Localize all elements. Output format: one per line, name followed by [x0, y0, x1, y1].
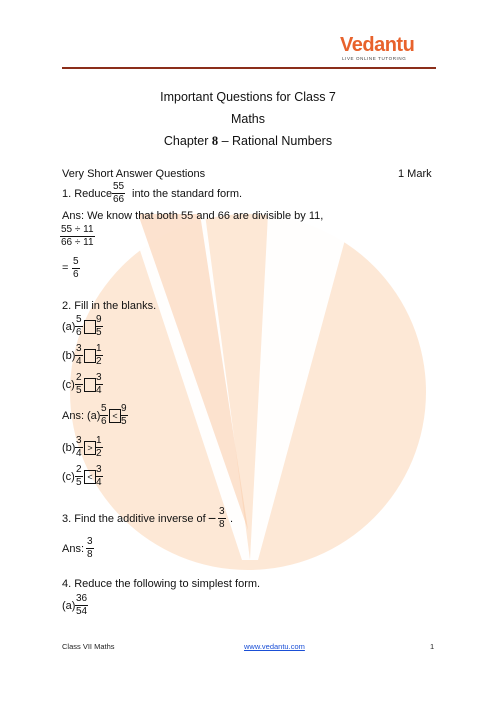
q2-answer-c-sign: < [84, 470, 96, 484]
q2-answer-b-sign: > [84, 441, 96, 455]
q2-item-b-label: (b) [62, 350, 76, 362]
fraction-den: 4 [76, 356, 82, 367]
fraction-num: 9 [96, 314, 102, 325]
q4-item-a-label: (a) [62, 600, 76, 612]
fraction-num: 3 [76, 343, 82, 354]
q4-prompt: 4. Reduce the following to simplest form. [62, 578, 261, 590]
chapter-number: 8 [211, 134, 219, 148]
q1-frac-den: 66 [113, 194, 125, 205]
brand-tagline: LIVE ONLINE TUTORING [342, 56, 407, 61]
fraction-num: 3 [219, 506, 225, 517]
fraction-num: 3 [87, 536, 93, 547]
q4-item-a-fraction [75, 593, 88, 618]
chapter-name: – Rational Numbers [221, 134, 333, 148]
fraction-num: 2 [76, 464, 82, 475]
q2-answer-c-label: (c) [62, 471, 75, 483]
fraction-num: 1 [96, 435, 102, 446]
q2-item-c-right [95, 372, 103, 397]
q1-frac-num: 55 [113, 181, 125, 192]
q1-equals: = [62, 262, 69, 274]
q2-item-c-label: (c) [62, 379, 75, 391]
q2-item-b-right [95, 343, 103, 368]
fraction-num: 3 [96, 464, 102, 475]
q2-answer-a-right [120, 403, 128, 428]
subject-title: Maths [230, 112, 266, 126]
fraction-num: 5 [76, 314, 82, 325]
chapter-prefix: Chapter [163, 134, 209, 148]
q2-answer-a-label: (a) [87, 410, 101, 422]
q2-item-c-left [75, 372, 83, 397]
q3-answer-prefix: Ans: [62, 543, 85, 555]
fraction-num: 3 [76, 435, 82, 446]
fraction-den: 5 [96, 327, 102, 338]
header-rule [62, 67, 436, 69]
q1-step2-den: 6 [73, 269, 79, 280]
q3-minus: − [208, 510, 217, 526]
fraction-num: 3 [96, 372, 102, 383]
fraction-den: 8 [219, 519, 225, 530]
q2-item-b-left [75, 343, 83, 368]
q3-answer-fraction [86, 536, 94, 561]
fraction-den: 5 [76, 385, 82, 396]
q2-prompt: 2. Fill in the blanks. [62, 300, 157, 312]
q2-item-a-left [75, 314, 83, 339]
q1-step1-num: 55 ÷ 11 [61, 224, 94, 235]
section-marks: 1 Mark [398, 168, 432, 180]
fraction-den: 2 [96, 356, 102, 367]
q2-answer-b-left [75, 435, 83, 460]
fraction-den: 5 [121, 416, 127, 427]
vedantu-logo [340, 34, 440, 66]
section-title: Very Short Answer Questions [62, 168, 206, 180]
q2-answer-c-right [95, 464, 103, 489]
fraction-num: 5 [101, 403, 107, 414]
fraction-den: 4 [96, 477, 102, 488]
q1-prefix: 1. Reduce [62, 188, 113, 200]
q3-prompt: 3. Find the additive inverse of [62, 513, 206, 525]
footer-link-wrap [244, 642, 305, 651]
fraction-num: 36 [76, 593, 88, 604]
footer-class: Class VII Maths [62, 642, 115, 651]
q1-step2 [72, 256, 80, 281]
q2-answer-b-right [95, 435, 103, 460]
fraction-den: 8 [87, 549, 93, 560]
q2-item-a-label: (a) [62, 321, 76, 333]
q1-step2-num: 5 [73, 256, 79, 267]
fraction-den: 5 [76, 477, 82, 488]
q3-period: . [230, 513, 234, 525]
q2-answer-b-label: (b) [62, 442, 76, 454]
q1-step1-den: 66 ÷ 11 [61, 237, 94, 248]
fraction-num: 9 [121, 403, 127, 414]
chapter-title [0, 134, 496, 149]
q1-fraction [112, 181, 125, 206]
fraction-den: 4 [76, 448, 82, 459]
fraction-num: 1 [96, 343, 102, 354]
fraction-den: 6 [101, 416, 107, 427]
fraction-den: 2 [96, 448, 102, 459]
fraction-den: 4 [96, 385, 102, 396]
fraction-den: 6 [76, 327, 82, 338]
fraction-num: 2 [76, 372, 82, 383]
q2-answer-prefix: Ans: [62, 410, 85, 422]
q1-step1 [60, 224, 95, 249]
q2-item-a-right [95, 314, 103, 339]
q3-fraction [218, 506, 226, 531]
page-number: 1 [430, 642, 435, 651]
q1-suffix: into the standard form. [132, 188, 243, 200]
q2-answer-a-sign: < [109, 409, 121, 423]
footer-website-link[interactable]: www.vedantu.com [244, 642, 305, 651]
fraction-den: 54 [76, 606, 88, 617]
doc-title: Important Questions for Class 7 [160, 90, 336, 104]
brand-name: Vedantu [340, 34, 415, 56]
q2-answer-c-left [75, 464, 83, 489]
q1-answer-text: Ans: We know that both 55 and 66 are divisible by 11, [62, 210, 324, 222]
q2-answer-a-left [100, 403, 108, 428]
